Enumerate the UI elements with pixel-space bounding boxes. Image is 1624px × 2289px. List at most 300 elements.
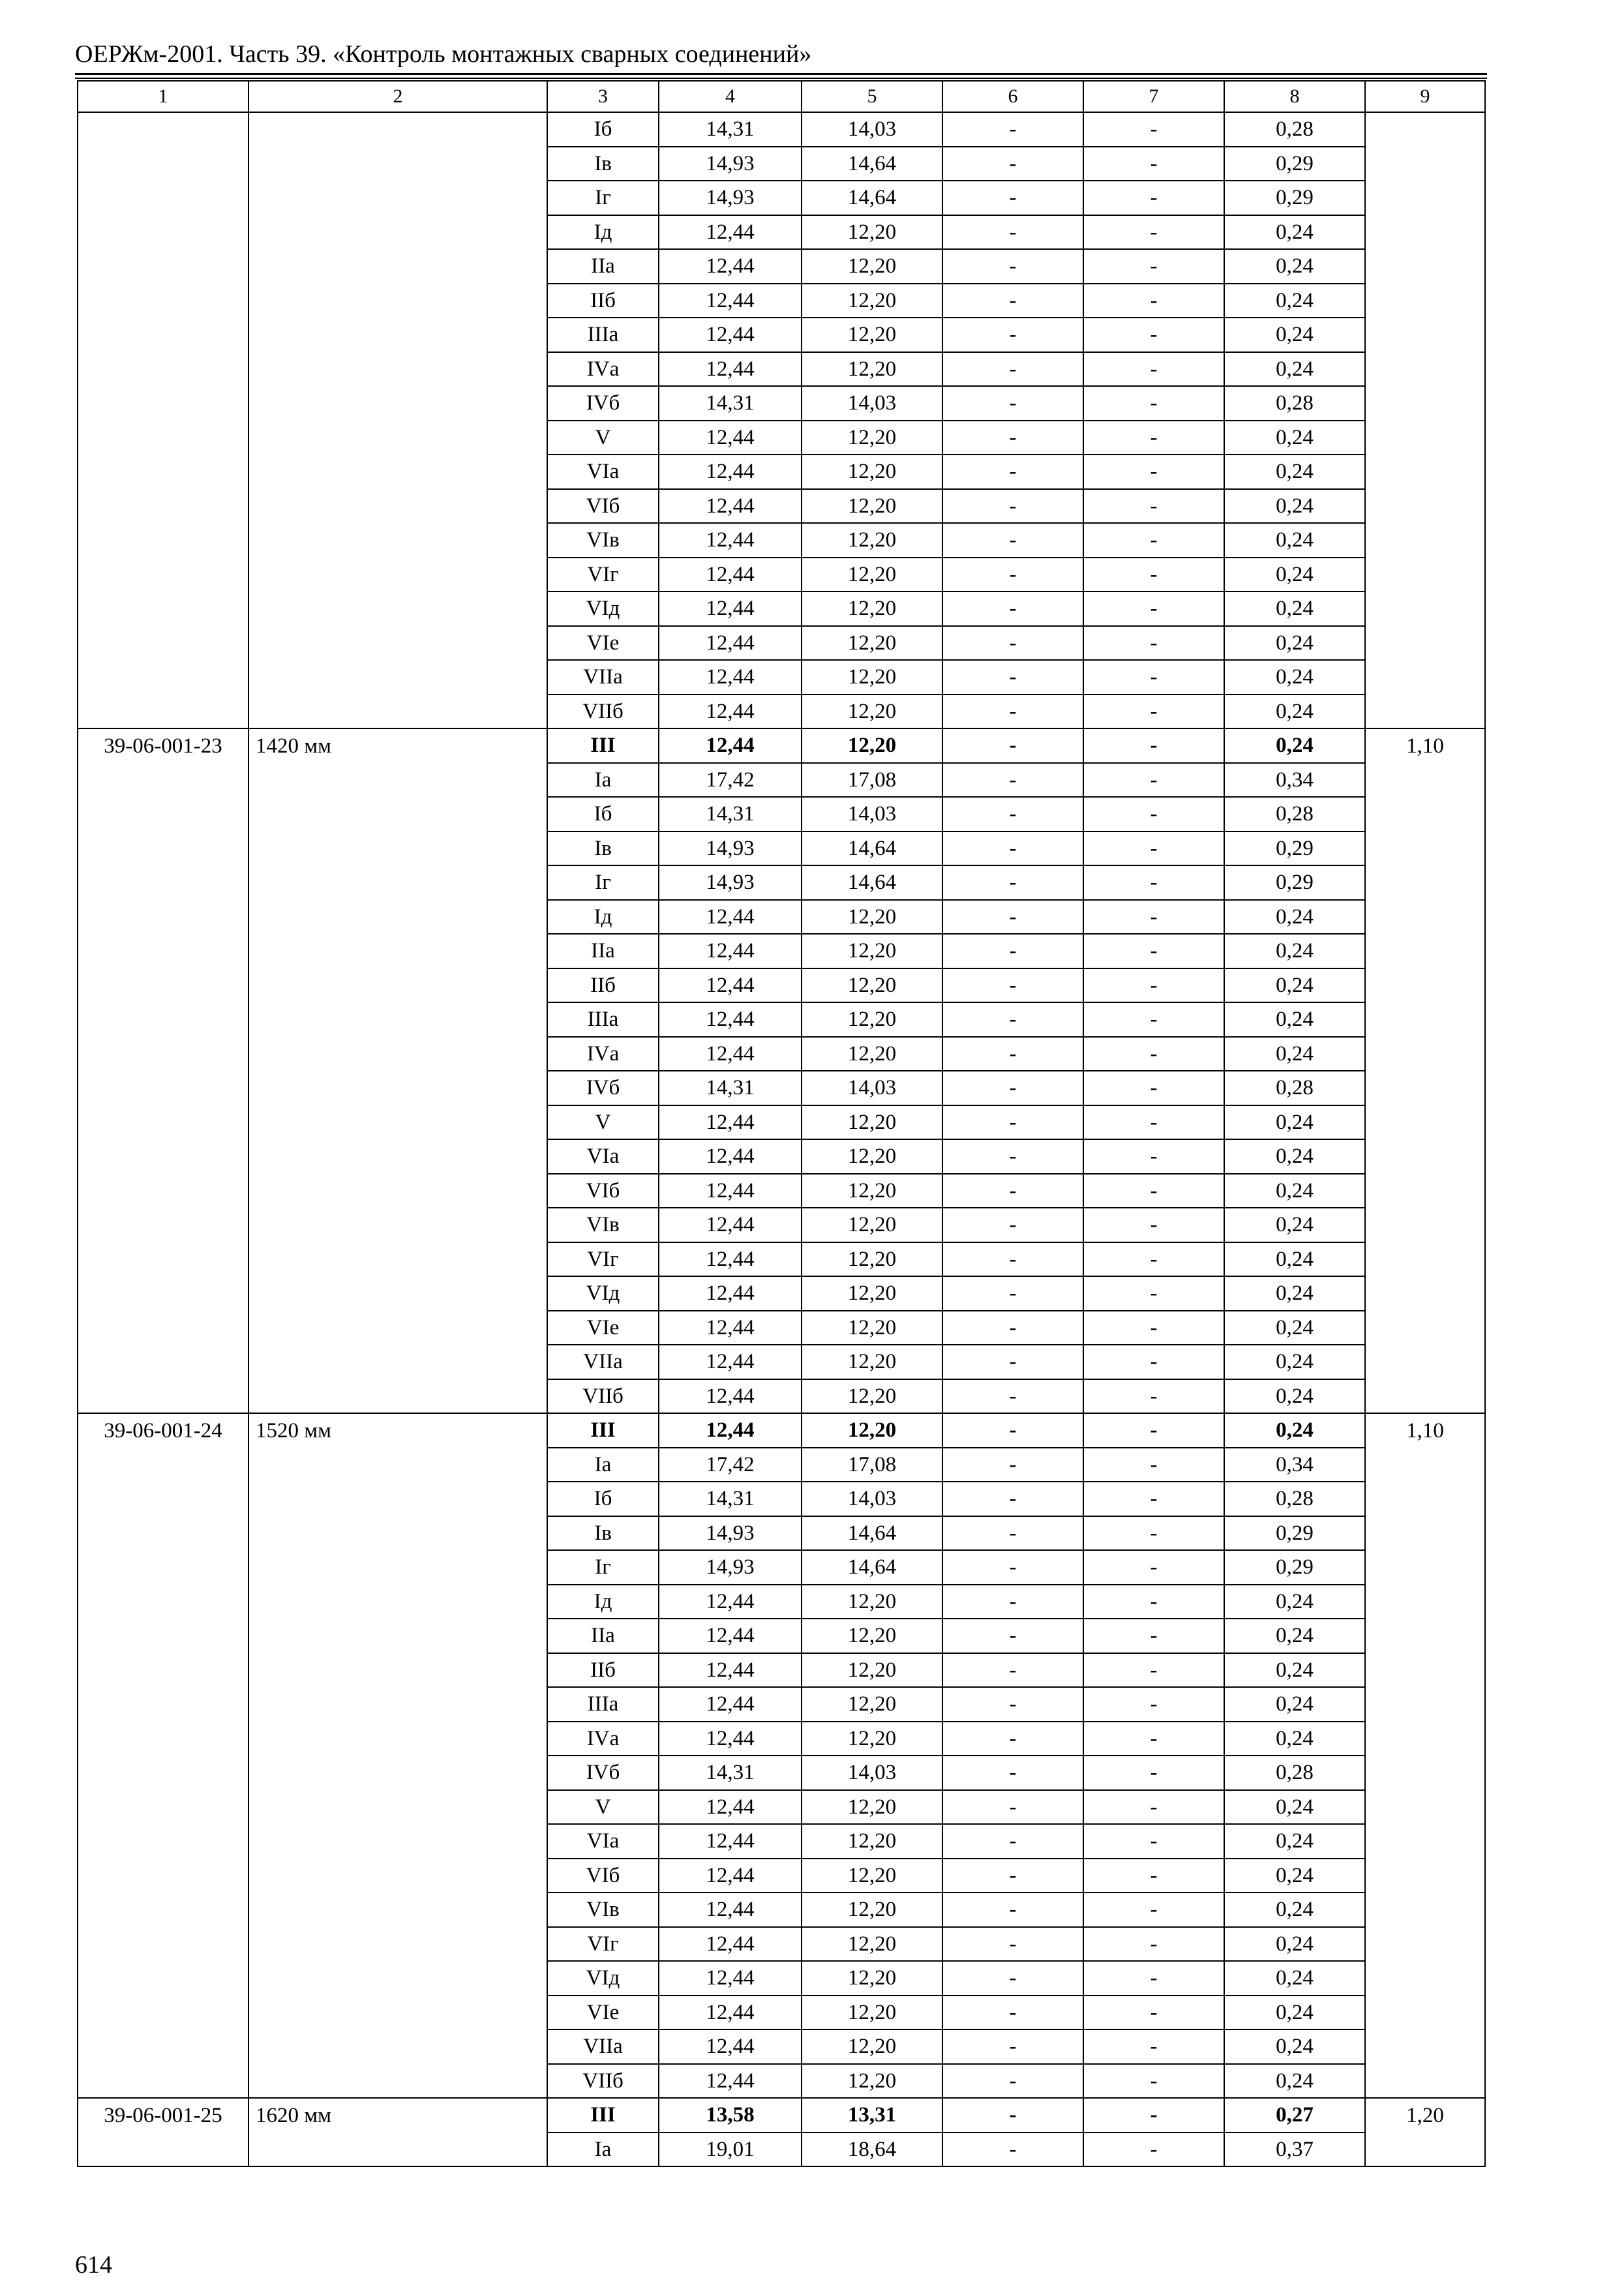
wages-cell: 12,20	[802, 968, 942, 1003]
machine-cell: -	[942, 523, 1083, 558]
machine-cell: -	[942, 1996, 1083, 2030]
materials-cell: 0,28	[1224, 1071, 1365, 1105]
materials-cell: 0,27	[1224, 2098, 1365, 2132]
pipe-diameter-cell: 1520 мм	[248, 1413, 547, 2098]
drivers-wages-cell: -	[1083, 1893, 1224, 1927]
machine-cell: -	[942, 1276, 1083, 1311]
column-number: 8	[1224, 81, 1365, 112]
weld-category-cell: IVа	[547, 1037, 659, 1071]
drivers-wages-cell: -	[1083, 1379, 1224, 1414]
wages-cell: 12,20	[802, 1653, 942, 1688]
drivers-wages-cell: -	[1083, 1242, 1224, 1277]
cost-cell: 12,44	[659, 1276, 802, 1311]
machine-cell: -	[942, 1619, 1083, 1653]
column-number: 3	[547, 81, 659, 112]
materials-cell: 0,24	[1224, 728, 1365, 763]
cost-cell: 12,44	[659, 284, 802, 318]
machine-cell: -	[942, 934, 1083, 968]
coefficient-cell: 1,10	[1365, 728, 1485, 1413]
drivers-wages-cell: -	[1083, 591, 1224, 626]
weld-category-cell: V	[547, 421, 659, 455]
machine-cell: -	[942, 1379, 1083, 1414]
weld-category-cell: Iд	[547, 900, 659, 935]
machine-cell: -	[942, 1174, 1083, 1208]
weld-category-cell: III	[547, 728, 659, 763]
cost-cell: 12,44	[659, 591, 802, 626]
cost-cell: 12,44	[659, 1002, 802, 1037]
machine-cell: -	[942, 968, 1083, 1003]
materials-cell: 0,24	[1224, 591, 1365, 626]
wages-cell: 12,20	[802, 2064, 942, 2099]
machine-cell: -	[942, 1071, 1083, 1105]
wages-cell: 12,20	[802, 728, 942, 763]
drivers-wages-cell: -	[1083, 147, 1224, 181]
machine-cell: -	[942, 1687, 1083, 1722]
wages-cell: 12,20	[802, 1379, 942, 1414]
weld-category-cell: VIд	[547, 1961, 659, 1996]
wages-cell: 14,64	[802, 865, 942, 900]
drivers-wages-cell: -	[1083, 352, 1224, 387]
cost-cell: 12,44	[659, 1722, 802, 1756]
column-number: 6	[942, 81, 1083, 112]
materials-cell: 0,24	[1224, 1105, 1365, 1140]
machine-cell: -	[942, 900, 1083, 935]
cost-cell: 14,31	[659, 112, 802, 147]
drivers-wages-cell: -	[1083, 1448, 1224, 1482]
weld-category-cell: IVа	[547, 1722, 659, 1756]
cost-cell: 12,44	[659, 900, 802, 935]
wages-cell: 17,08	[802, 1448, 942, 1482]
machine-cell: -	[942, 1105, 1083, 1140]
cost-cell: 12,44	[659, 660, 802, 695]
cost-cell: 12,44	[659, 2064, 802, 2099]
cost-cell: 14,93	[659, 865, 802, 900]
weld-category-cell: IVа	[547, 352, 659, 387]
cost-cell: 12,44	[659, 1105, 802, 1140]
drivers-wages-cell: -	[1083, 900, 1224, 935]
weld-category-cell: III	[547, 1413, 659, 1448]
rates-table-container	[77, 80, 1486, 2167]
machine-cell: -	[942, 695, 1083, 729]
wages-cell: 12,20	[802, 1927, 942, 1962]
weld-category-cell: Iв	[547, 147, 659, 181]
wages-cell: 12,20	[802, 660, 942, 695]
drivers-wages-cell: -	[1083, 1516, 1224, 1551]
drivers-wages-cell: -	[1083, 1756, 1224, 1790]
wages-cell: 14,64	[802, 181, 942, 215]
column-number: 1	[78, 81, 248, 112]
machine-cell: -	[942, 1550, 1083, 1585]
materials-cell: 0,24	[1224, 455, 1365, 489]
machine-cell: -	[942, 147, 1083, 181]
cost-cell: 19,01	[659, 2132, 802, 2167]
drivers-wages-cell: -	[1083, 797, 1224, 831]
cost-cell: 12,44	[659, 1790, 802, 1825]
wages-cell: 12,20	[802, 900, 942, 935]
wages-cell: 14,03	[802, 386, 942, 421]
materials-cell: 0,24	[1224, 1824, 1365, 1859]
cost-cell: 14,93	[659, 147, 802, 181]
wages-cell: 12,20	[802, 1105, 942, 1140]
wages-cell: 12,20	[802, 1859, 942, 1893]
materials-cell: 0,24	[1224, 1687, 1365, 1722]
drivers-wages-cell: -	[1083, 968, 1224, 1003]
wages-cell: 14,03	[802, 1756, 942, 1790]
cost-cell: 12,44	[659, 1859, 802, 1893]
weld-category-cell: IIб	[547, 1653, 659, 1688]
wages-cell: 12,20	[802, 1790, 942, 1825]
cost-cell: 12,44	[659, 249, 802, 284]
wages-cell: 12,20	[802, 1996, 942, 2030]
pipe-diameter-cell: 1420 мм	[248, 728, 547, 1413]
machine-cell: -	[942, 1824, 1083, 1859]
wages-cell: 12,20	[802, 1208, 942, 1242]
weld-category-cell: Iд	[547, 1585, 659, 1619]
page-header-title: ОЕРЖм-2001. Часть 39. «Контроль монтажных сварных соединений»	[75, 40, 812, 68]
materials-cell: 0,24	[1224, 1208, 1365, 1242]
cost-cell: 12,44	[659, 1927, 802, 1962]
materials-cell: 0,29	[1224, 1516, 1365, 1551]
materials-cell: 0,29	[1224, 1550, 1365, 1585]
column-number: 2	[248, 81, 547, 112]
machine-cell: -	[942, 1516, 1083, 1551]
cost-cell: 12,44	[659, 1413, 802, 1448]
drivers-wages-cell: -	[1083, 1139, 1224, 1174]
drivers-wages-cell: -	[1083, 1790, 1224, 1825]
column-number: 7	[1083, 81, 1224, 112]
materials-cell: 0,24	[1224, 1276, 1365, 1311]
cost-cell: 12,44	[659, 934, 802, 968]
drivers-wages-cell: -	[1083, 865, 1224, 900]
machine-cell: -	[942, 2132, 1083, 2167]
cost-cell: 12,44	[659, 318, 802, 352]
rate-code-cell: 39-06-001-23	[78, 728, 248, 1413]
materials-cell: 0,29	[1224, 181, 1365, 215]
materials-cell: 0,24	[1224, 626, 1365, 661]
machine-cell: -	[942, 1482, 1083, 1516]
rate-code-cell: 39-06-001-24	[78, 1413, 248, 2098]
rate-code-cell	[78, 112, 248, 728]
wages-cell: 12,20	[802, 934, 942, 968]
machine-cell: -	[942, 626, 1083, 661]
wages-cell: 12,20	[802, 1345, 942, 1379]
drivers-wages-cell: -	[1083, 1002, 1224, 1037]
wages-cell: 12,20	[802, 1311, 942, 1345]
machine-cell: -	[942, 1961, 1083, 1996]
machine-cell: -	[942, 1311, 1083, 1345]
weld-category-cell: VIIб	[547, 1379, 659, 1414]
weld-category-cell: VIе	[547, 1996, 659, 2030]
machine-cell: -	[942, 181, 1083, 215]
cost-cell: 17,42	[659, 763, 802, 798]
weld-category-cell: VIIб	[547, 2064, 659, 2099]
materials-cell: 0,24	[1224, 695, 1365, 729]
drivers-wages-cell: -	[1083, 2132, 1224, 2167]
machine-cell: -	[942, 1859, 1083, 1893]
machine-cell: -	[942, 112, 1083, 147]
wages-cell: 12,20	[802, 318, 942, 352]
wages-cell: 12,20	[802, 1002, 942, 1037]
weld-category-cell: VIв	[547, 1893, 659, 1927]
weld-category-cell: IIIа	[547, 1687, 659, 1722]
weld-category-cell: Iд	[547, 215, 659, 250]
wages-cell: 12,20	[802, 215, 942, 250]
cost-cell: 14,93	[659, 1550, 802, 1585]
weld-category-cell: VIе	[547, 626, 659, 661]
cost-cell: 14,93	[659, 1516, 802, 1551]
machine-cell: -	[942, 1448, 1083, 1482]
weld-category-cell: IVб	[547, 386, 659, 421]
rates-table-body	[78, 81, 1485, 2166]
cost-cell: 14,31	[659, 1756, 802, 1790]
materials-cell: 0,24	[1224, 1311, 1365, 1345]
machine-cell: -	[942, 2098, 1083, 2132]
weld-category-cell: VIб	[547, 1859, 659, 1893]
machine-cell: -	[942, 728, 1083, 763]
cost-cell: 13,58	[659, 2098, 802, 2132]
drivers-wages-cell: -	[1083, 249, 1224, 284]
cost-cell: 12,44	[659, 1961, 802, 1996]
materials-cell: 0,28	[1224, 797, 1365, 831]
weld-category-cell: V	[547, 1105, 659, 1140]
header-rule	[75, 78, 1487, 79]
materials-cell: 0,24	[1224, 1345, 1365, 1379]
drivers-wages-cell: -	[1083, 763, 1224, 798]
wages-cell: 12,20	[802, 1893, 942, 1927]
machine-cell: -	[942, 386, 1083, 421]
wages-cell: 14,64	[802, 831, 942, 866]
cost-cell: 12,44	[659, 728, 802, 763]
machine-cell: -	[942, 1413, 1083, 1448]
cost-cell: 12,44	[659, 455, 802, 489]
drivers-wages-cell: -	[1083, 1859, 1224, 1893]
weld-category-cell: Iа	[547, 2132, 659, 2167]
cost-cell: 14,31	[659, 797, 802, 831]
cost-cell: 12,44	[659, 421, 802, 455]
materials-cell: 0,24	[1224, 1413, 1365, 1448]
materials-cell: 0,24	[1224, 352, 1365, 387]
machine-cell: -	[942, 2064, 1083, 2099]
weld-category-cell: VIв	[547, 1208, 659, 1242]
cost-cell: 12,44	[659, 1585, 802, 1619]
wages-cell: 12,20	[802, 1619, 942, 1653]
drivers-wages-cell: -	[1083, 1927, 1224, 1962]
materials-cell: 0,24	[1224, 1619, 1365, 1653]
materials-cell: 0,24	[1224, 523, 1365, 558]
materials-cell: 0,24	[1224, 660, 1365, 695]
drivers-wages-cell: -	[1083, 386, 1224, 421]
machine-cell: -	[942, 1208, 1083, 1242]
weld-category-cell: IIIа	[547, 318, 659, 352]
wages-cell: 12,20	[802, 1037, 942, 1071]
drivers-wages-cell: -	[1083, 1311, 1224, 1345]
drivers-wages-cell: -	[1083, 112, 1224, 147]
drivers-wages-cell: -	[1083, 695, 1224, 729]
drivers-wages-cell: -	[1083, 1653, 1224, 1688]
drivers-wages-cell: -	[1083, 421, 1224, 455]
materials-cell: 0,24	[1224, 249, 1365, 284]
materials-cell: 0,24	[1224, 2029, 1365, 2064]
cost-cell: 12,44	[659, 1311, 802, 1345]
cost-cell: 14,31	[659, 1071, 802, 1105]
column-number: 4	[659, 81, 802, 112]
machine-cell: -	[942, 1139, 1083, 1174]
rate-code-cell: 39-06-001-25	[78, 2098, 248, 2166]
machine-cell: -	[942, 797, 1083, 831]
machine-cell: -	[942, 455, 1083, 489]
pipe-diameter-cell: 1620 мм	[248, 2098, 547, 2166]
cost-cell: 12,44	[659, 1996, 802, 2030]
materials-cell: 0,24	[1224, 421, 1365, 455]
materials-cell: 0,28	[1224, 1482, 1365, 1516]
materials-cell: 0,24	[1224, 1893, 1365, 1927]
cost-cell: 12,44	[659, 1345, 802, 1379]
weld-category-cell: Iа	[547, 763, 659, 798]
materials-cell: 0,24	[1224, 1859, 1365, 1893]
drivers-wages-cell: -	[1083, 489, 1224, 524]
cost-cell: 12,44	[659, 1174, 802, 1208]
wages-cell: 12,20	[802, 1242, 942, 1277]
cost-cell: 12,44	[659, 1379, 802, 1414]
machine-cell: -	[942, 1893, 1083, 1927]
coefficient-cell	[1365, 112, 1485, 728]
cost-cell: 12,44	[659, 1242, 802, 1277]
wages-cell: 12,20	[802, 1961, 942, 1996]
weld-category-cell: Iб	[547, 1482, 659, 1516]
materials-cell: 0,28	[1224, 112, 1365, 147]
column-number-row	[78, 81, 1485, 112]
materials-cell: 0,24	[1224, 558, 1365, 592]
weld-category-cell: VIб	[547, 489, 659, 524]
drivers-wages-cell: -	[1083, 1071, 1224, 1105]
weld-category-cell: VIг	[547, 1242, 659, 1277]
wages-cell: 12,20	[802, 249, 942, 284]
cost-cell: 12,44	[659, 626, 802, 661]
drivers-wages-cell: -	[1083, 1482, 1224, 1516]
materials-cell: 0,34	[1224, 1448, 1365, 1482]
materials-cell: 0,24	[1224, 318, 1365, 352]
machine-cell: -	[942, 1756, 1083, 1790]
weld-category-cell: VIа	[547, 1139, 659, 1174]
machine-cell: -	[942, 763, 1083, 798]
weld-category-cell: Iг	[547, 865, 659, 900]
cost-cell: 14,93	[659, 181, 802, 215]
machine-cell: -	[942, 2029, 1083, 2064]
materials-cell: 0,28	[1224, 1756, 1365, 1790]
cost-cell: 12,44	[659, 1208, 802, 1242]
weld-category-cell: IIб	[547, 968, 659, 1003]
machine-cell: -	[942, 489, 1083, 524]
machine-cell: -	[942, 215, 1083, 250]
wages-cell: 12,20	[802, 1824, 942, 1859]
wages-cell: 14,03	[802, 797, 942, 831]
cost-cell: 14,31	[659, 1482, 802, 1516]
machine-cell: -	[942, 1037, 1083, 1071]
materials-cell: 0,24	[1224, 284, 1365, 318]
materials-cell: 0,24	[1224, 2064, 1365, 2099]
weld-category-cell: IVб	[547, 1756, 659, 1790]
wages-cell: 12,20	[802, 591, 942, 626]
drivers-wages-cell: -	[1083, 1824, 1224, 1859]
materials-cell: 0,24	[1224, 934, 1365, 968]
weld-category-cell: VIIа	[547, 1345, 659, 1379]
drivers-wages-cell: -	[1083, 1208, 1224, 1242]
materials-cell: 0,24	[1224, 1722, 1365, 1756]
materials-cell: 0,28	[1224, 386, 1365, 421]
machine-cell: -	[942, 1345, 1083, 1379]
materials-cell: 0,24	[1224, 968, 1365, 1003]
weld-category-cell: Iб	[547, 112, 659, 147]
drivers-wages-cell: -	[1083, 2064, 1224, 2099]
table-row	[78, 728, 1485, 763]
wages-cell: 12,20	[802, 523, 942, 558]
drivers-wages-cell: -	[1083, 1687, 1224, 1722]
cost-cell: 12,44	[659, 558, 802, 592]
cost-cell: 12,44	[659, 1139, 802, 1174]
drivers-wages-cell: -	[1083, 728, 1224, 763]
drivers-wages-cell: -	[1083, 1276, 1224, 1311]
drivers-wages-cell: -	[1083, 2029, 1224, 2064]
drivers-wages-cell: -	[1083, 1722, 1224, 1756]
drivers-wages-cell: -	[1083, 1037, 1224, 1071]
weld-category-cell: VIг	[547, 558, 659, 592]
cost-cell: 12,44	[659, 489, 802, 524]
weld-category-cell: VIIб	[547, 695, 659, 729]
cost-cell: 17,42	[659, 1448, 802, 1482]
wages-cell: 14,03	[802, 1071, 942, 1105]
materials-cell: 0,24	[1224, 1961, 1365, 1996]
weld-category-cell: VIб	[547, 1174, 659, 1208]
materials-cell: 0,24	[1224, 215, 1365, 250]
machine-cell: -	[942, 318, 1083, 352]
materials-cell: 0,24	[1224, 1927, 1365, 1962]
wages-cell: 12,20	[802, 1276, 942, 1311]
cost-cell: 12,44	[659, 1037, 802, 1071]
materials-cell: 0,24	[1224, 1139, 1365, 1174]
machine-cell: -	[942, 865, 1083, 900]
wages-cell: 12,20	[802, 626, 942, 661]
materials-cell: 0,34	[1224, 763, 1365, 798]
drivers-wages-cell: -	[1083, 1996, 1224, 2030]
wages-cell: 12,20	[802, 421, 942, 455]
cost-cell: 12,44	[659, 352, 802, 387]
cost-cell: 12,44	[659, 1653, 802, 1688]
materials-cell: 0,24	[1224, 1379, 1365, 1414]
machine-cell: -	[942, 421, 1083, 455]
drivers-wages-cell: -	[1083, 660, 1224, 695]
machine-cell: -	[942, 1790, 1083, 1825]
weld-category-cell: III	[547, 2098, 659, 2132]
header-rule	[75, 73, 1487, 75]
materials-cell: 0,24	[1224, 1790, 1365, 1825]
wages-cell: 12,20	[802, 1722, 942, 1756]
drivers-wages-cell: -	[1083, 1619, 1224, 1653]
weld-category-cell: VIг	[547, 1927, 659, 1962]
materials-cell: 0,24	[1224, 900, 1365, 935]
weld-category-cell: V	[547, 1790, 659, 1825]
drivers-wages-cell: -	[1083, 1585, 1224, 1619]
wages-cell: 14,03	[802, 1482, 942, 1516]
materials-cell: 0,24	[1224, 1585, 1365, 1619]
weld-category-cell: VIа	[547, 455, 659, 489]
column-number: 5	[802, 81, 942, 112]
cost-cell: 12,44	[659, 215, 802, 250]
machine-cell: -	[942, 831, 1083, 866]
cost-cell: 14,93	[659, 831, 802, 866]
cost-cell: 12,44	[659, 1619, 802, 1653]
materials-cell: 0,29	[1224, 147, 1365, 181]
wages-cell: 14,03	[802, 112, 942, 147]
